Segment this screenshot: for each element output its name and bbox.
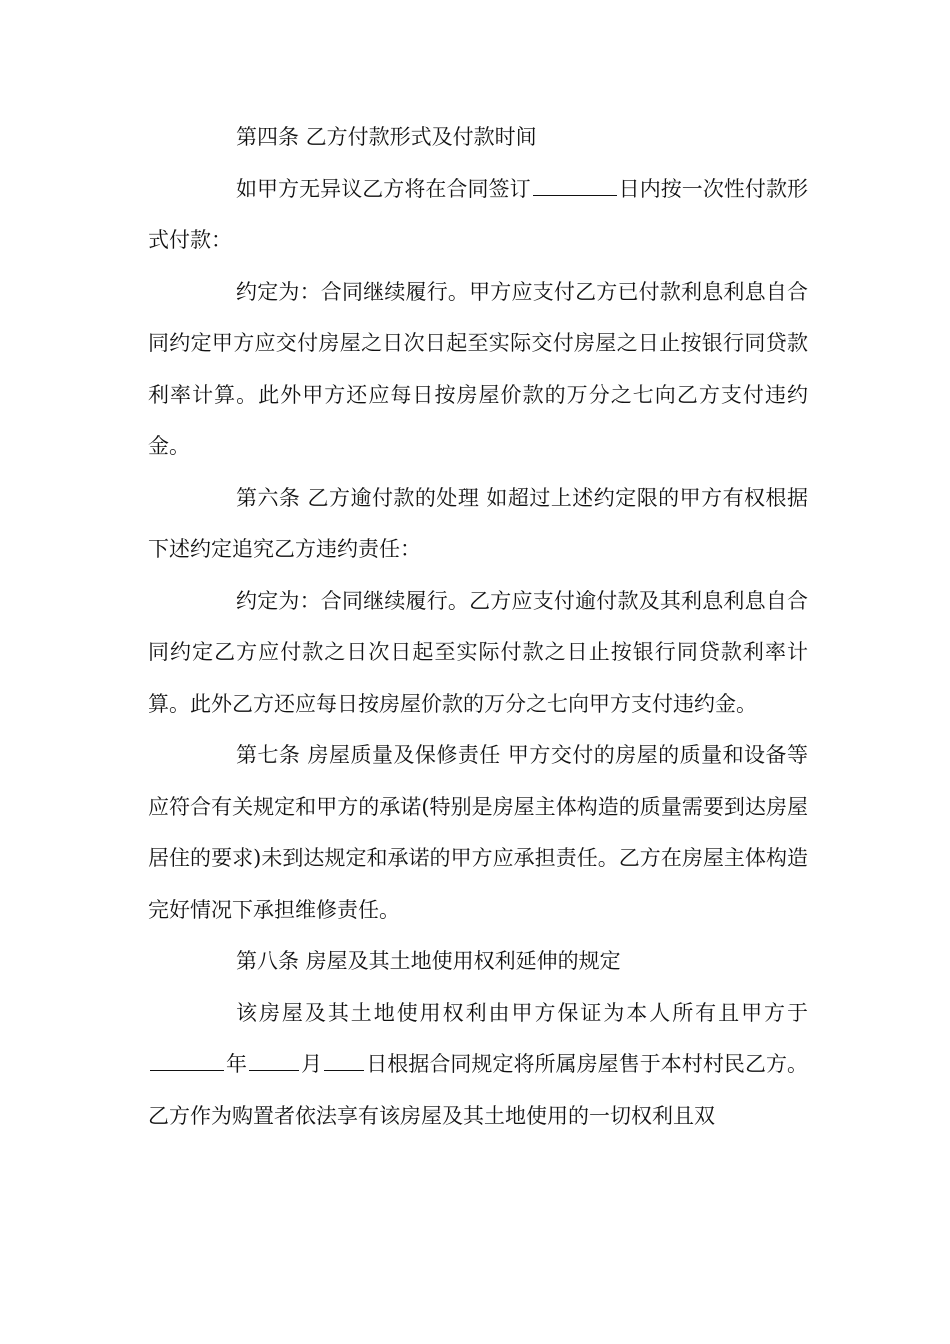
payment-text-start: 如甲方无异议乙方将在合同签订 bbox=[236, 176, 531, 201]
day-blank-field[interactable] bbox=[324, 1046, 364, 1071]
month-blank-field[interactable] bbox=[249, 1046, 299, 1071]
year-blank-field[interactable] bbox=[150, 1046, 224, 1071]
article-8-heading: 第八条 房屋及其土地使用权利延伸的规定 bbox=[236, 949, 621, 973]
article-6-paragraph: 第六条 乙方逾付款的处理 如超过上述约定限的甲方有权根据下述约定追究乙方违约责任： bbox=[148, 485, 808, 561]
year-label: 年 bbox=[226, 1052, 248, 1076]
document-body bbox=[148, 112, 808, 1142]
land-rights-text-start: 该房屋及其土地使用权利由甲方保证为本人所有且甲方于 bbox=[236, 1000, 808, 1025]
month-label: 月 bbox=[301, 1052, 323, 1076]
article-4-heading: 第四条 乙方付款形式及付款时间 bbox=[236, 125, 537, 149]
seller-penalty-paragraph: 约定为：合同继续履行。甲方应支付乙方已付款利息利息自合同约定甲方应交付房屋之日次日起至实际交付房屋之日止按银行同贷款利率计算。此外甲方还应每日按房屋价款的万分之七向乙方支付违约金。 bbox=[148, 279, 808, 458]
land-rights-text-end: 日根据合同规定将所属房屋售于本村村民乙方。乙方作为购置者依法享有该房屋及其土地使用的一切权利且双 bbox=[148, 1052, 809, 1128]
article-7-paragraph: 第七条 房屋质量及保修责任 甲方交付的房屋的质量和设备等应符合有关规定和甲方的承诺(特别是房屋主体构造的质量需要到达房屋居住的要求)未到达规定和承诺的甲方应承担责任。乙方在房屋主体构造完好情况下承担维修责任。 bbox=[148, 743, 808, 922]
days-blank-field[interactable] bbox=[533, 171, 617, 196]
payment-paragraph bbox=[148, 164, 808, 267]
buyer-penalty-paragraph: 约定为：合同继续履行。乙方应支付逾付款及其利息利息自合同约定乙方应付款之日次日起至实际付款之日止按银行同贷款利率计算。此外乙方还应每日按房屋价款的万分之七向甲方支付违约金。 bbox=[148, 588, 808, 716]
land-rights-paragraph bbox=[148, 988, 808, 1143]
payment-text-end: 日内按一次性付款形式付款： bbox=[148, 176, 808, 252]
